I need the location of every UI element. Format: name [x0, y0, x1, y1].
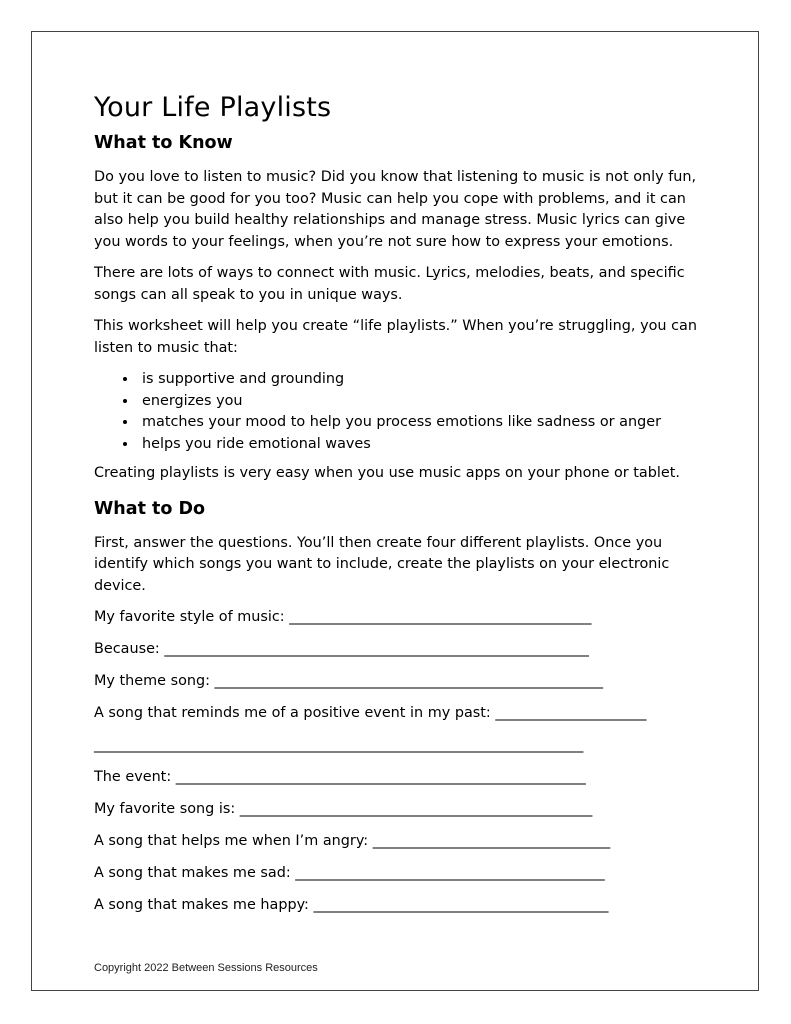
list-item: • energizes you [138, 391, 704, 413]
prompt-angry-song[interactable]: A song that helps me when I’m angry: _________________________________ [94, 833, 611, 849]
prompt-because[interactable]: Because: ___________________________________________________________ [94, 641, 589, 657]
prompt-sad-song[interactable]: A song that makes me sad: ___________________________________________ [94, 865, 605, 881]
do-paragraph: First, answer the questions. You’ll then create four different playlists. Once you identify which songs you want to include, create the playlists on your electronic device. [94, 534, 670, 594]
bullet-list [94, 369, 704, 455]
know-closing: Creating playlists is very easy when you use music apps on your phone or tablet. [94, 465, 680, 481]
list-item: • is supportive and grounding [138, 369, 704, 391]
know-paragraph-1: Do you love to listen to music? Did you know that listening to music is not only fun, but it can be good for you too? Music can help you cope with problems, and it can also help you build healthy relationships and manage stress. Music lyrics can give you words to your feelings, when you’re not sure how to express your emotions. [94, 169, 697, 250]
what-to-do-heading: What to Do [94, 498, 206, 519]
prompt-continuation-line[interactable]: ____________________________________________________________________ [94, 737, 584, 753]
prompt-positive-event-song[interactable]: A song that reminds me of a positive event in my past: _____________________ [94, 705, 647, 721]
prompt-theme-song[interactable]: My theme song: ______________________________________________________ [94, 673, 604, 689]
list-item: • helps you ride emotional waves [138, 434, 704, 456]
prompt-favorite-song[interactable]: My favorite song is: _________________________________________________ [94, 801, 593, 817]
prompt-happy-song[interactable]: A song that makes me happy: _________________________________________ [94, 897, 609, 913]
prompt-favorite-style[interactable]: My favorite style of music: __________________________________________ [94, 609, 592, 625]
prompt-the-event[interactable]: The event: _________________________________________________________ [94, 769, 586, 785]
know-paragraph-3: This worksheet will help you create “life playlists.” When you’re struggling, you can listen to music that: [94, 318, 697, 356]
what-to-know-heading: What to Know [94, 133, 233, 153]
copyright-footer: Copyright 2022 Between Sessions Resources [94, 962, 318, 974]
know-paragraph-2: There are lots of ways to connect with music. Lyrics, melodies, beats, and specific songs can all speak to you in unique ways. [94, 265, 685, 303]
page-title: Your Life Playlists [94, 92, 332, 123]
worksheet-content [94, 92, 704, 927]
list-item: • matches your mood to help you process emotions like sadness or anger [138, 412, 704, 434]
